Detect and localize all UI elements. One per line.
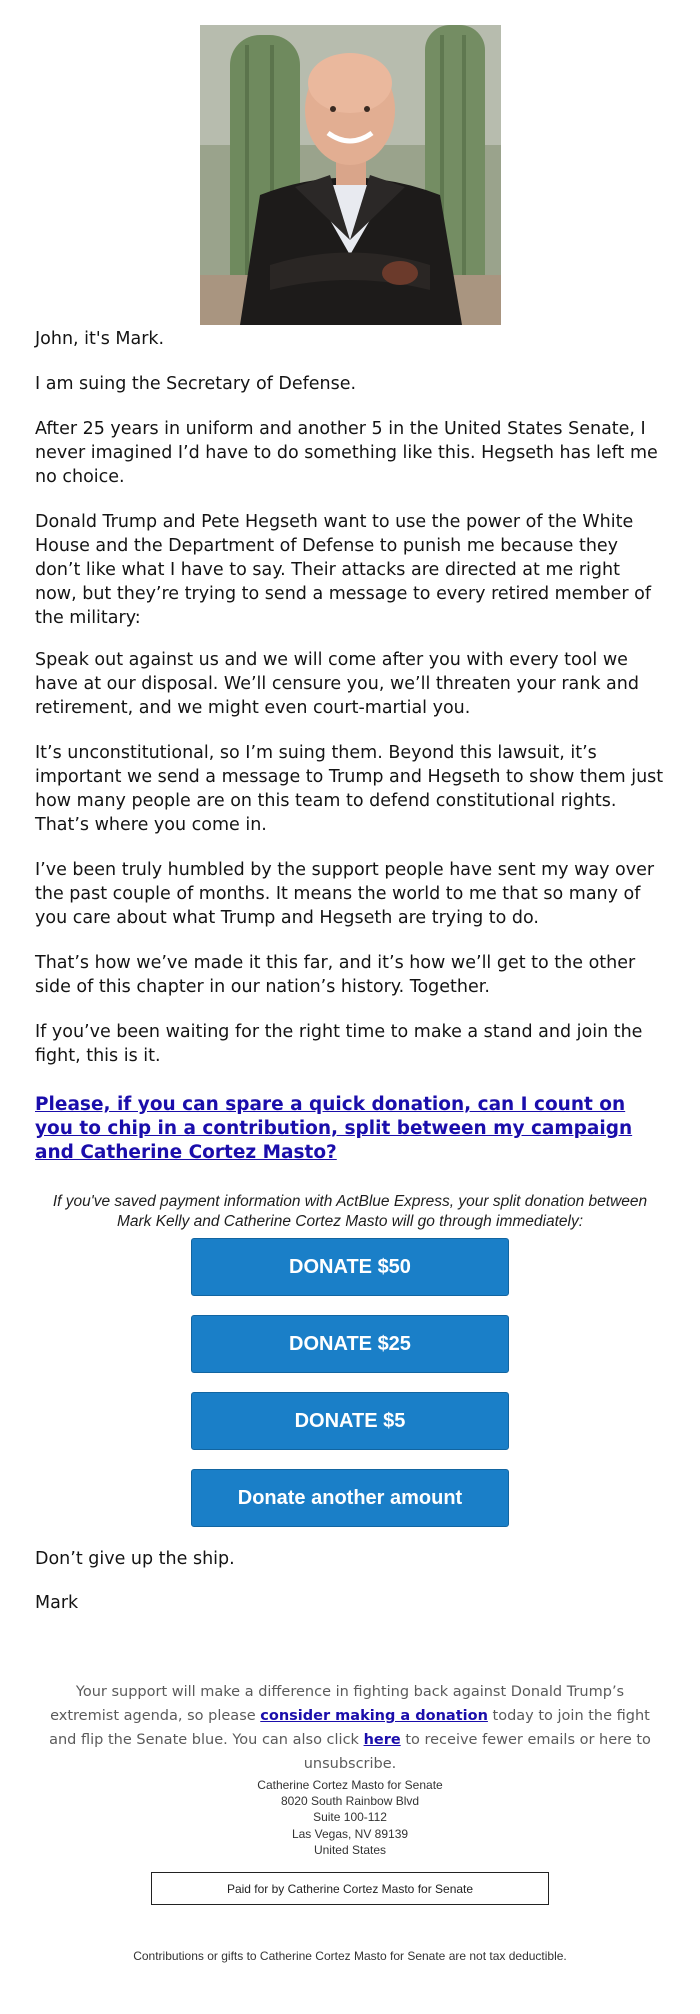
paragraph-4: Speak out against us and we will come after you with every tool we have at our disposal. We’ll censure you, we’ll threaten your rank and retirement, and we might even court-martial you. — [35, 650, 639, 718]
signature: Mark — [35, 1593, 79, 1613]
address-street: 8020 South Rainbow Blvd — [280, 1794, 420, 1809]
address-country: United States — [313, 1842, 387, 1857]
paragraph-1: I am suing the Secretary of Defense. — [35, 374, 357, 394]
footer-text-3: to receive fewer emails or here to unsubscribe. — [303, 1732, 651, 1772]
consider-donation-link[interactable]: consider making a donation — [260, 1708, 488, 1724]
tax-deductible-disclaimer: Contributions or gifts to Catherine Cortez Masto for Senate are not tax deductible. — [133, 1949, 567, 1963]
fewer-emails-link[interactable]: here — [363, 1732, 401, 1748]
paragraph-7: That’s how we’ve made it this far, and it’s how we’ll get to the other side of this chapter in our nation’s history. Together. — [35, 953, 636, 997]
actblue-express-note: If you've saved payment information with ActBlue Express, your split donation between Mark Kelly and Catherine Cortez Masto will go through immediately: — [52, 1193, 648, 1230]
footer-text-2: today to join the fight and flip the Senate blue. You can also click — [49, 1708, 650, 1748]
paragraph-5: It’s unconstitutional, so I’m suing them. Beyond this lawsuit, it’s important we send a message to Trump and Hegseth to show them just how many people are on this team to defend constitutional rights. That’s where you come in. — [35, 743, 664, 835]
greeting: John, it's Mark. — [35, 329, 165, 349]
closing-line: Don’t give up the ship. — [35, 1549, 235, 1569]
mailing-address — [150, 1777, 550, 1858]
paid-for-text: Paid for by Catherine Cortez Masto for Senate — [226, 1881, 474, 1896]
donation-ask-link[interactable]: Please, if you can spare a quick donation, can I count on you to chip in a contribution, split between my campaign and Catherine Cortez Masto? — [35, 1094, 633, 1163]
footer-message — [40, 1680, 660, 1776]
donate-25-button[interactable]: DONATE $25 — [191, 1315, 509, 1373]
footer-text-1: Your support will make a difference in fighting back against Donald Trump’s extremist agenda, so please — [50, 1684, 625, 1724]
address-suite: Suite 100-112 — [313, 1810, 387, 1825]
paid-for-disclaimer-box — [151, 1872, 549, 1905]
donate-50-button[interactable]: DONATE $50 — [191, 1238, 509, 1296]
address-city: Las Vegas, NV 89139 — [291, 1826, 409, 1841]
paragraph-3: Donald Trump and Pete Hegseth want to use the power of the White House and the Department of Defense to punish me because they don’t like what I have to say. Their attacks are directed at me right now, but they’re trying to send a message to every retired member of the military: — [35, 512, 651, 628]
address-org: Catherine Cortez Masto for Senate — [257, 1778, 443, 1792]
mark-kelly-photo — [200, 25, 501, 325]
paragraph-8: If you’ve been waiting for the right time to make a stand and join the fight, this is it. — [35, 1022, 643, 1066]
paragraph-6: I’ve been truly humbled by the support people have sent my way over the past couple of months. It means the world to me that so many of you care about what Trump and Hegseth are trying to do. — [35, 860, 655, 928]
paragraph-2: After 25 years in uniform and another 5 in the United States Senate, I never imagined I’d have to do something like this. Hegseth has left me no choice. — [35, 419, 658, 487]
donate-other-amount-button[interactable]: Donate another amount — [191, 1469, 509, 1527]
donate-5-button[interactable]: DONATE $5 — [191, 1392, 509, 1450]
